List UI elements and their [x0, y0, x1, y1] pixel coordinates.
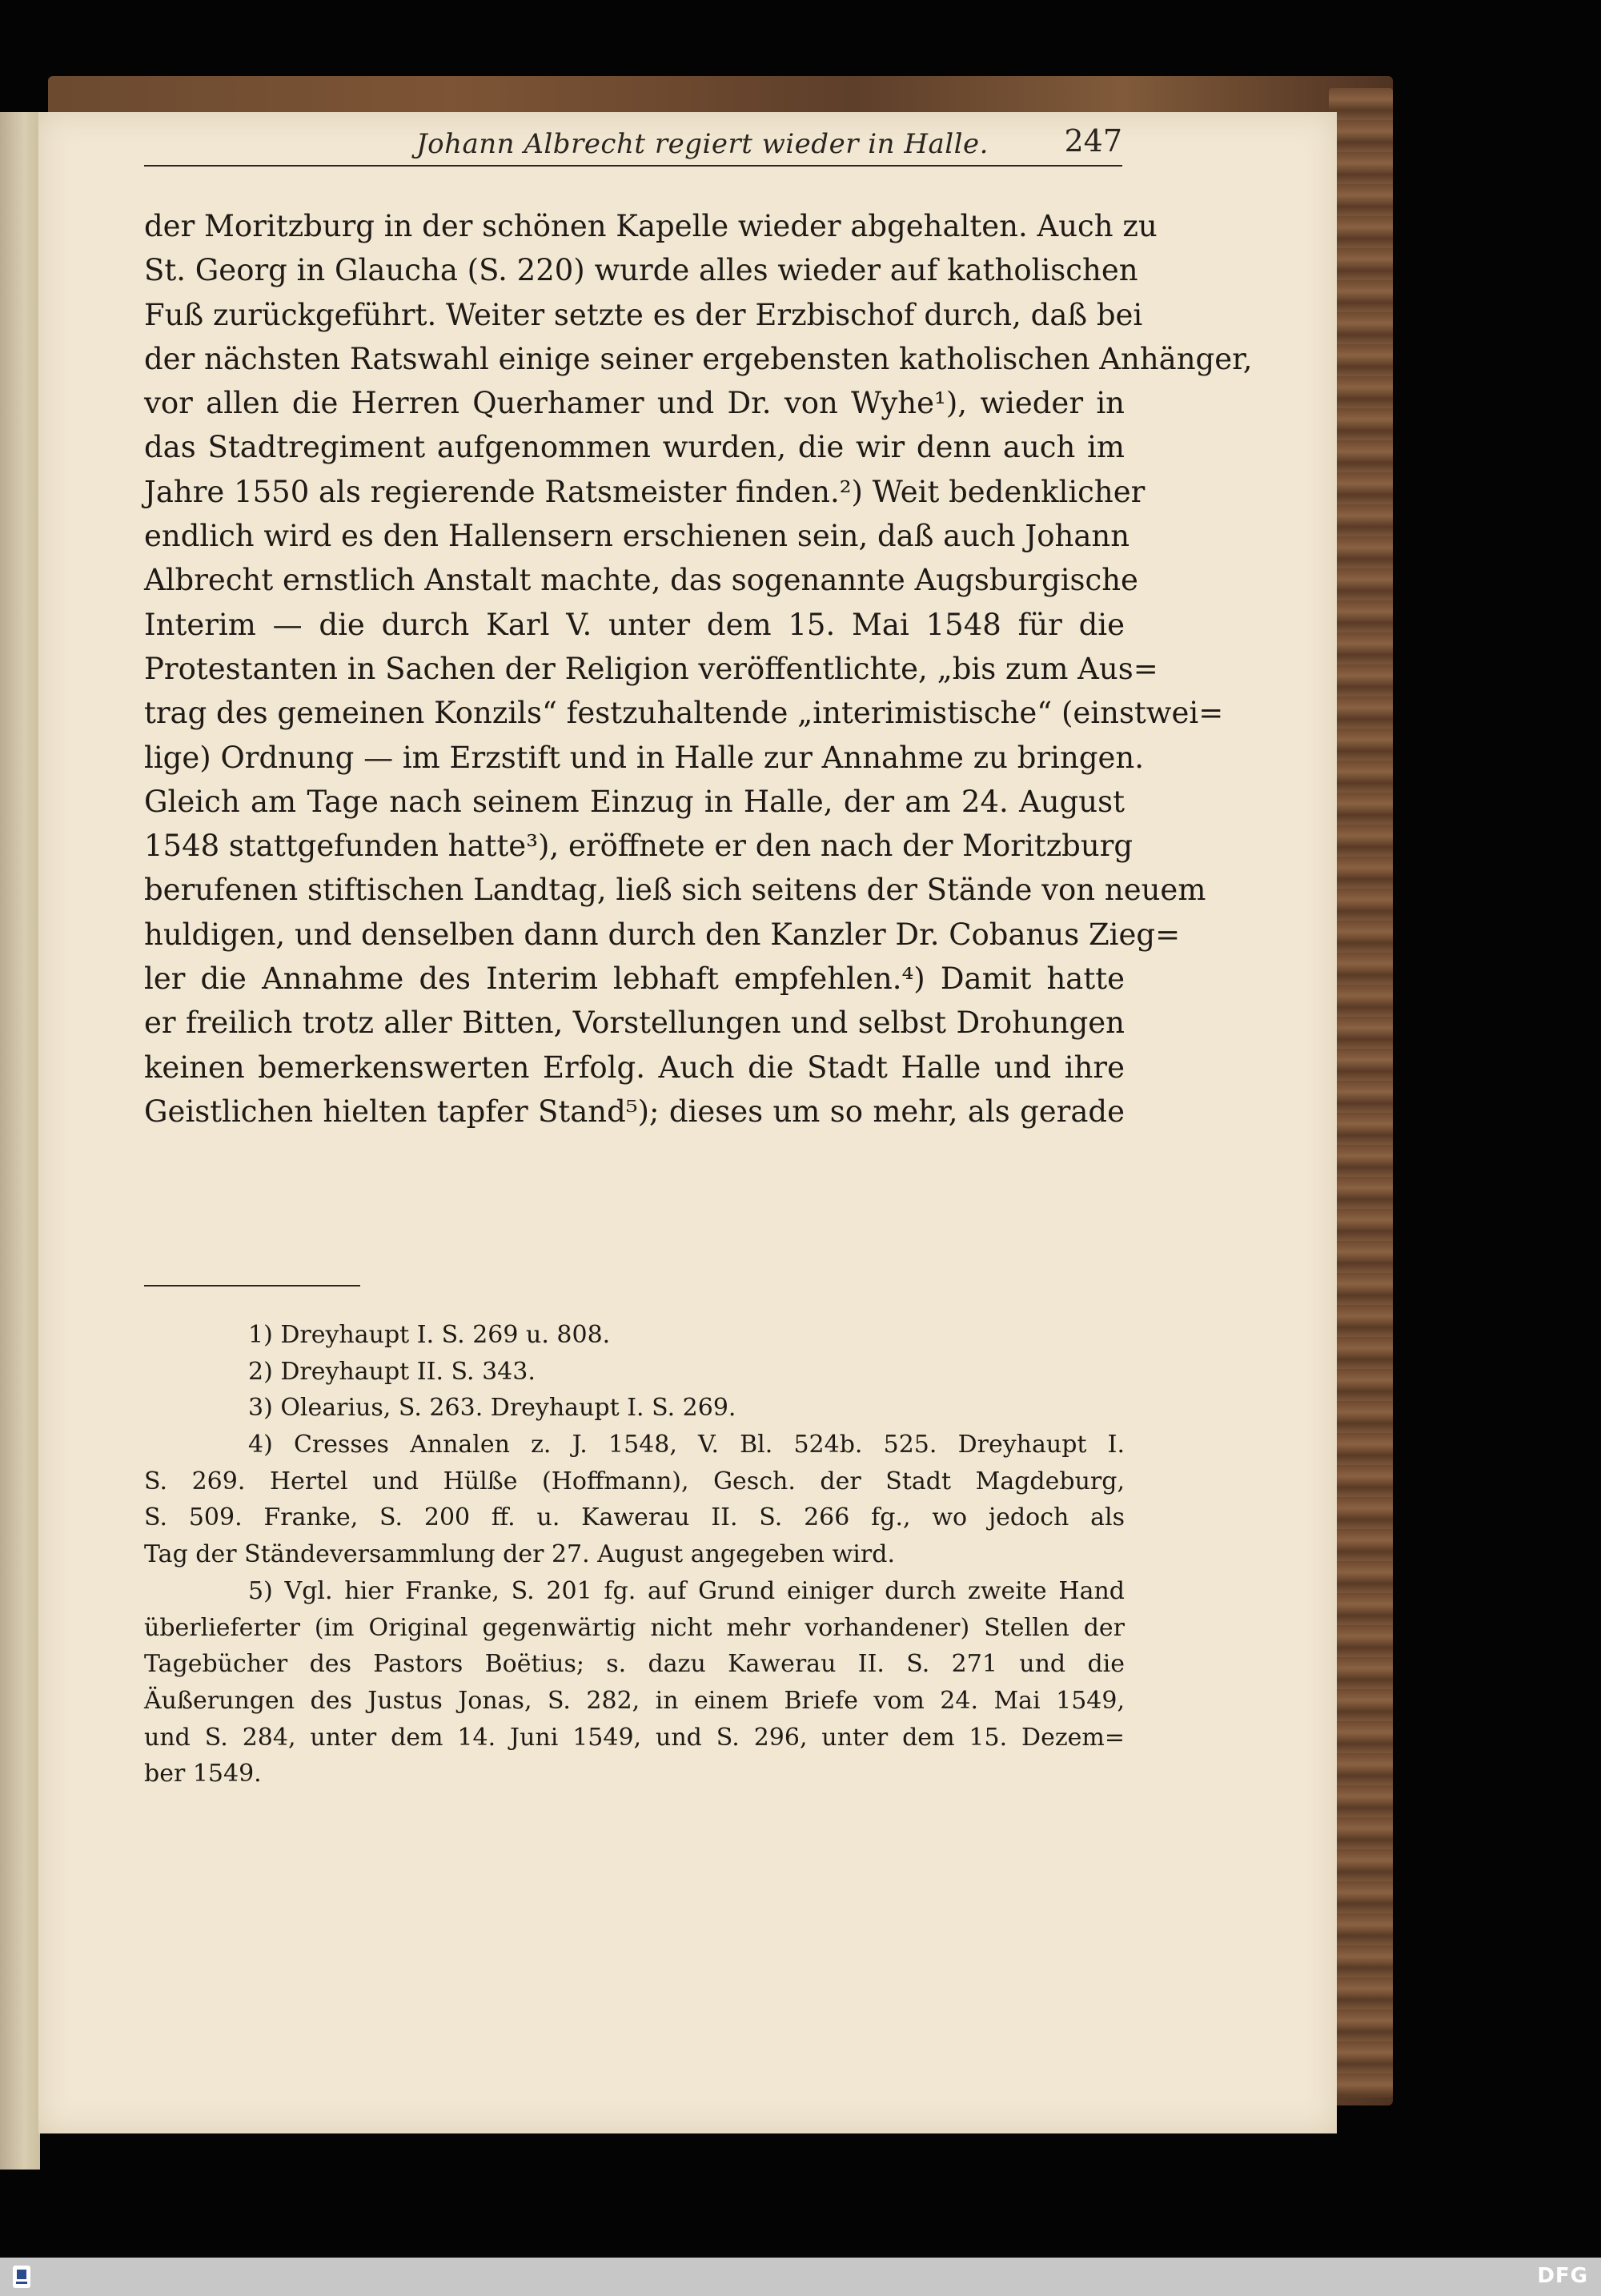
body-line: St. Georg in Glaucha (S. 220) wurde alles wieder auf katholischen — [144, 253, 1138, 288]
body-line: das Stadtregiment aufgenommen wurden, die wir denn auch im — [144, 430, 1125, 465]
book-spine-edge — [1329, 88, 1393, 2097]
body-line: er freilich trotz aller Bitten, Vorstellungen und selbst Drohungen — [144, 1006, 1125, 1041]
body-line: 1548 stattgefunden hatte³), eröffnete er den nach der Moritzburg — [144, 829, 1134, 864]
footnotes — [144, 1317, 1125, 1792]
footnote-line: überlieferter (im Original gegenwärtig nicht mehr vorhandener) Stellen der — [144, 1613, 1125, 1642]
body-line: Jahre 1550 als regierende Ratsmeister finden.²) Weit bedenklicher — [144, 474, 1146, 509]
dfg-brand[interactable]: DFG — [1537, 2264, 1588, 2288]
body-line: Fuß zurückgeführt. Weiter setzte es der Erzbischof durch, daß bei — [144, 297, 1143, 332]
page-number: 247 — [1064, 123, 1122, 159]
running-title: Johann Albrecht regiert wieder in Halle. — [416, 128, 989, 160]
footnote-line: 5) Vgl. hier Franke, S. 201 fg. auf Grund einiger durch zweite Hand — [248, 1576, 1125, 1605]
footnote-line: 3) Olearius, S. 263. Dreyhaupt I. S. 269. — [248, 1394, 736, 1423]
body-line: vor allen die Herren Querhamer und Dr. von Wyhe¹), wieder in — [144, 386, 1125, 421]
library-seal-icon[interactable] — [10, 2264, 34, 2290]
footnote-separator — [144, 1285, 360, 1286]
facing-page-edge — [0, 112, 40, 2170]
body-line: berufenen stiftischen Landtag, ließ sich seitens der Stände von neuem — [144, 873, 1206, 908]
footnote-line: 1) Dreyhaupt I. S. 269 u. 808. — [248, 1321, 611, 1349]
body-line: keinen bemerkenswerten Erfolg. Auch die Stadt Halle und ihre — [144, 1050, 1125, 1085]
footnote-line: S. 269. Hertel und Hülße (Hoffmann), Gesch. der Stadt Magdeburg, — [144, 1467, 1125, 1495]
footnote-line: ber 1549. — [144, 1760, 262, 1788]
viewer-bottom-bar — [0, 2258, 1601, 2296]
body-line: trag des gemeinen Konzils“ festzuhaltende „interimistische“ (einstwei= — [144, 696, 1224, 731]
footnote-line: 4) Cresses Annalen z. J. 1548, V. Bl. 524b. 525. Dreyhaupt I. — [248, 1431, 1125, 1459]
body-line: der nächsten Ratswahl einige seiner ergebensten katholischen Anhänger, — [144, 341, 1253, 376]
body-line: endlich wird es den Hallensern erschienen sein, daß auch Johann — [144, 519, 1130, 554]
body-line: huldigen, und denselben dann durch den Kanzler Dr. Cobanus Zieg= — [144, 917, 1181, 952]
body-line: Protestanten in Sachen der Religion veröffentlichte, „bis zum Aus= — [144, 651, 1158, 686]
footnote-line: Tag der Ständeversammlung der 27. August angegeben wird. — [144, 1540, 895, 1569]
body-line: der Moritzburg in der schönen Kapelle wieder abgehalten. Auch zu — [144, 209, 1158, 243]
body-line: lige) Ordnung — im Erzstift und in Halle zur Annahme zu bringen. — [144, 740, 1144, 775]
footnote-line: und S. 284, unter dem 14. Juni 1549, und S. 296, unter dem 15. Dezem= — [144, 1723, 1125, 1752]
footnote-line: S. 509. Franke, S. 200 ff. u. Kawerau II. S. 266 fg., wo jedoch als — [144, 1503, 1125, 1532]
footnote-line: Tagebücher des Pastors Boëtius; s. dazu Kawerau II. S. 271 und die — [144, 1650, 1125, 1679]
body-line: Geistlichen hielten tapfer Stand⁵); dieses um so mehr, als gerade — [144, 1094, 1125, 1129]
running-header — [144, 120, 1122, 167]
body-text — [144, 204, 1253, 1134]
footnote-line: 2) Dreyhaupt II. S. 343. — [248, 1357, 536, 1386]
body-line: ler die Annahme des Interim lebhaft empfehlen.⁴) Damit hatte — [144, 961, 1125, 997]
footnote-line: Äußerungen des Justus Jonas, S. 282, in einem Briefe vom 24. Mai 1549, — [144, 1686, 1125, 1715]
body-line: Gleich am Tage nach seinem Einzug in Halle, der am 24. August — [144, 784, 1125, 819]
body-line: Interim — die durch Karl V. unter dem 15. Mai 1548 für die — [144, 607, 1125, 642]
body-line: Albrecht ernstlich Anstalt machte, das sogenannte Augsburgische — [144, 563, 1138, 598]
